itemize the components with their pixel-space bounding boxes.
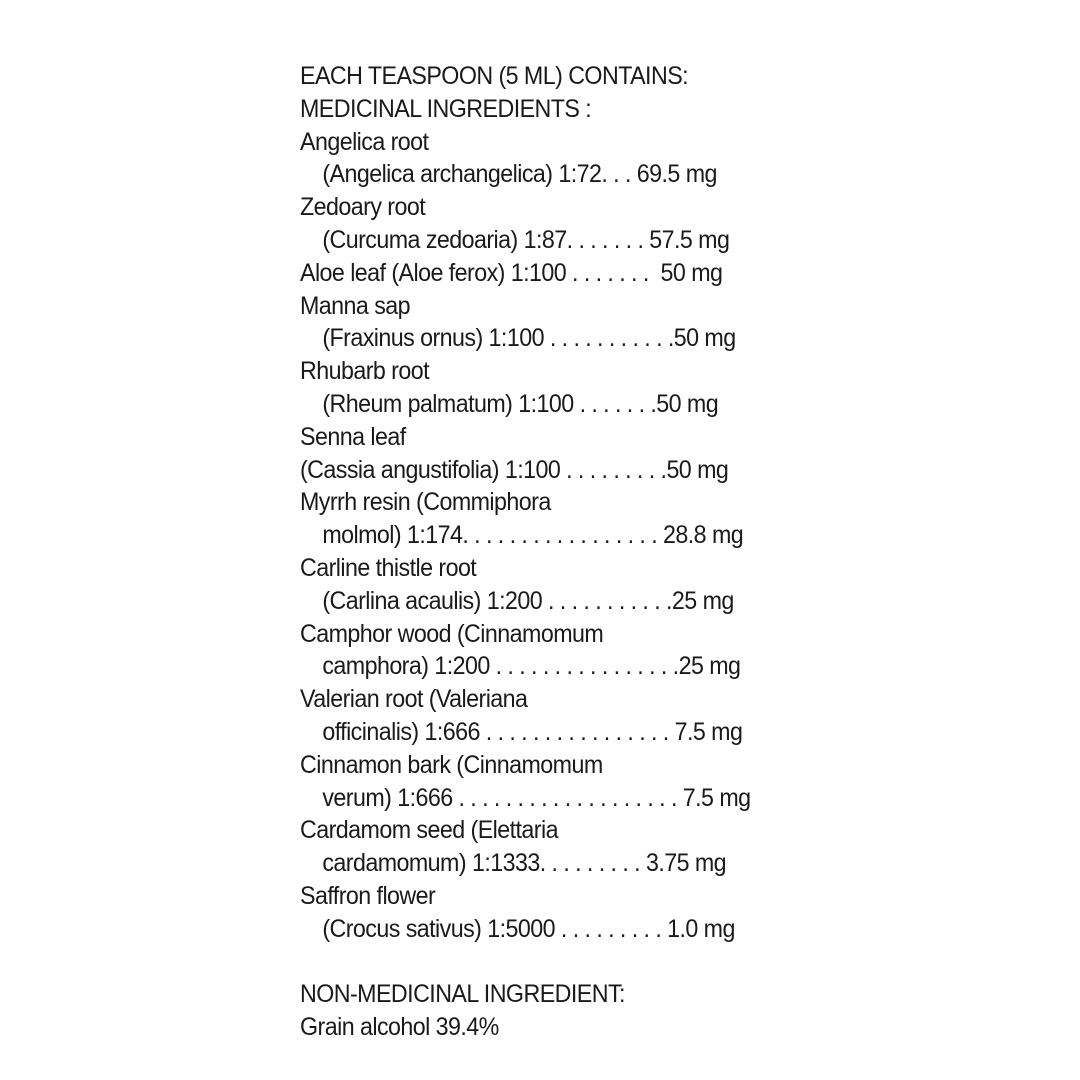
non-medicinal-heading: NON-MEDICINAL INGREDIENT: [300, 980, 625, 1009]
ingredient-name: Manna sap [300, 291, 411, 320]
ingredient-detail: (Carlina acaulis) 1:200 . . . . . . . . . . .25 mg [322, 586, 734, 615]
ingredient-cardamom [300, 814, 737, 880]
ingredient-zedoary [300, 191, 737, 257]
ingredient-name: Carline thistle root [300, 553, 477, 582]
ingredient-detail: molmol) 1:174. . . . . . . . . . . . . . . . . 28.8 mg [322, 521, 744, 550]
ingredient-detail: verum) 1:666 . . . . . . . . . . . . . . . . . . . 7.5 mg [322, 783, 751, 812]
ingredient-name: Cardamom seed (Elettaria [300, 816, 558, 845]
ingredient-name: Rhubarb root [300, 357, 430, 386]
header-line-2: MEDICINAL INGREDIENTS : [300, 94, 592, 123]
ingredient-camphor [300, 618, 741, 684]
ingredient-detail: (Cassia angustifolia) 1:100 . . . . . . . . .50 mg [300, 455, 729, 484]
ingredient-label [300, 60, 751, 1044]
ingredient-cinnamon [300, 749, 751, 815]
ingredient-senna [300, 421, 737, 487]
ingredient-name: Saffron flower [300, 881, 436, 910]
ingredient-detail: cardamomum) 1:1333. . . . . . . . . 3.75 mg [322, 849, 727, 878]
ingredient-name: Angelica root [300, 127, 429, 156]
ingredient-name: Valerian root (Valeriana [300, 685, 528, 714]
ingredient-name: Senna leaf [300, 422, 406, 451]
ingredient-name: Zedoary root [300, 193, 426, 222]
ingredient-detail: (Crocus sativus) 1:5000 . . . . . . . . . 1.0 mg [322, 914, 735, 943]
ingredient-name: Myrrh resin (Commiphora [300, 488, 551, 517]
ingredient-manna [300, 290, 737, 356]
ingredient-detail: (Curcuma zedoaria) 1:87. . . . . . . 57.5 mg [322, 225, 730, 254]
ingredient-detail: officinalis) 1:666 . . . . . . . . . . . . . . . . 7.5 mg [322, 717, 743, 746]
ingredient-carline [300, 552, 737, 618]
ingredient-name: Camphor wood (Cinnamomum [300, 619, 604, 648]
non-medicinal-item: Grain alcohol 39.4% [300, 1013, 499, 1042]
ingredient-line: Aloe leaf (Aloe ferox) 1:100 . . . . . . . 50 mg [300, 258, 723, 287]
ingredient-saffron [300, 880, 737, 946]
ingredient-detail: (Fraxinus ornus) 1:100 . . . . . . . . . . .50 mg [322, 324, 736, 353]
ingredient-myrrh [300, 486, 744, 552]
ingredient-rhubarb [300, 355, 737, 421]
ingredient-detail: (Rheum palmatum) 1:100 . . . . . . .50 mg [322, 389, 719, 418]
section-gap [300, 946, 737, 979]
ingredient-name: Cinnamon bark (Cinnamomum [300, 750, 603, 779]
ingredient-aloe [300, 257, 737, 290]
ingredient-valerian [300, 683, 743, 749]
ingredient-angelica [300, 126, 737, 192]
header-line-1: EACH TEASPOON (5 ML) CONTAINS: [300, 62, 689, 90]
ingredient-detail: (Angelica archangelica) 1:72. . . 69.5 mg [322, 160, 717, 189]
ingredient-detail: camphora) 1:200 . . . . . . . . . . . . . . . .25 mg [322, 652, 741, 681]
